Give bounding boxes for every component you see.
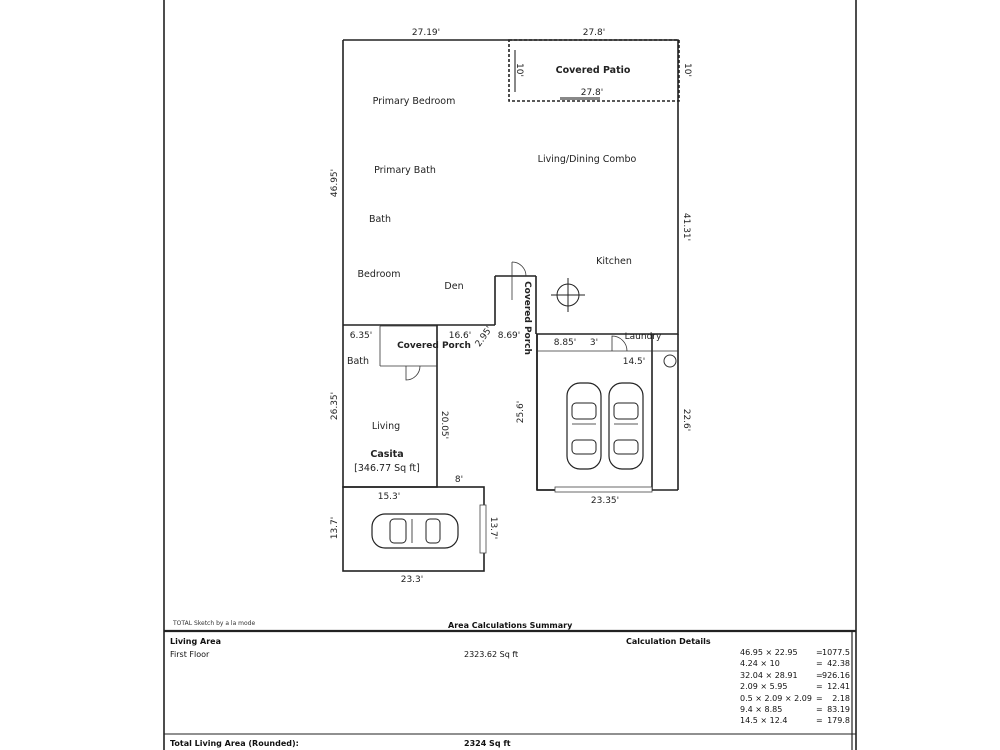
room-living: Living — [371, 421, 401, 432]
dim-garage-bottom: 23.35' — [590, 496, 620, 506]
room-laundry: Laundry — [624, 332, 662, 342]
room-primary-bath: Primary Bath — [374, 165, 436, 176]
dim-casita-garage-left: 13.7' — [330, 516, 340, 540]
dim-patio-bottom: 27.8' — [580, 88, 604, 98]
equals-sign: = — [816, 659, 823, 669]
dim-laundry-small: 3' — [589, 338, 599, 348]
living-area-label: Living Area — [170, 637, 221, 646]
calculation-expression: 46.95 × 22.95 — [740, 648, 798, 657]
room-bath: Bath — [368, 214, 392, 225]
dim-casita-garage-right: 13.7' — [488, 516, 498, 540]
room-covered-porch-vertical: Covered Porch — [522, 281, 532, 355]
water-heater-icon — [664, 355, 676, 367]
dim-garage-right: 22.6' — [681, 408, 691, 432]
room-kitchen: Kitchen — [596, 256, 632, 267]
dim-top-left: 27.19' — [411, 28, 441, 38]
dim-casita-step: 8' — [454, 475, 464, 485]
casita-garage-door — [480, 505, 486, 553]
dim-main-right: 41.31' — [681, 212, 691, 242]
calculation-value: 12.41 — [827, 682, 850, 692]
calculation-value: 42.38 — [827, 659, 850, 669]
room-primary-bedroom: Primary Bedroom — [372, 96, 456, 107]
car-icon — [609, 383, 643, 469]
dim-casita-garage-bottom: 23.3' — [400, 575, 424, 585]
room-den: Den — [444, 281, 464, 292]
equals-sign: = — [816, 682, 823, 692]
room-covered-patio: Covered Patio — [555, 65, 631, 76]
calculation-expression: 14.5 × 12.4 — [740, 716, 788, 726]
dim-laundry-right: 14.5' — [622, 357, 646, 367]
room-bedroom: Bedroom — [357, 269, 401, 280]
dim-garage-left: 25.6' — [516, 400, 526, 424]
calculation-expression: 4.24 × 10 — [740, 659, 780, 669]
dim-casita-top: 6.35' — [349, 331, 373, 341]
first-floor-label: First Floor — [170, 650, 210, 659]
dim-top-right: 27.8' — [582, 28, 606, 38]
room-casita-area: [346.77 Sq ft] — [354, 463, 420, 474]
dim-casita-left: 26.35' — [330, 391, 340, 421]
total-living-area-value: 2324 Sq ft — [464, 739, 511, 748]
equals-sign: = — [816, 693, 823, 703]
dim-porch-depth: 8.69' — [497, 331, 521, 341]
dim-main-left: 46.95' — [330, 168, 340, 198]
calculation-expression: 0.5 × 2.09 × 2.09 — [740, 693, 812, 703]
car-icon — [567, 383, 601, 469]
casita-porch-door — [406, 366, 420, 380]
dim-patio-right: 10' — [682, 63, 692, 77]
dim-casita-garage-top: 15.3' — [377, 492, 401, 502]
dim-porch-diag: 2.95' — [473, 324, 495, 349]
calculation-value: 83.19 — [827, 705, 850, 714]
dim-laundry-left: 8.85' — [553, 338, 577, 348]
room-covered-porch-casita: Covered Porch — [397, 341, 471, 351]
room-casita: Casita — [370, 449, 404, 460]
equals-sign: = — [816, 716, 823, 726]
first-floor-value: 2323.62 Sq ft — [464, 650, 519, 659]
room-living-dining: Living/Dining Combo — [537, 154, 637, 165]
dining-table-icon — [551, 278, 585, 312]
summary-title: Area Calculations Summary — [448, 621, 573, 630]
calculation-expression: 32.04 × 28.91 — [740, 670, 798, 680]
room-casita-bath: Bath — [346, 356, 370, 367]
calculation-value: 179.8 — [827, 716, 850, 726]
dim-patio-left: 10' — [514, 63, 524, 77]
sketch-credit: TOTAL Sketch by a la mode — [173, 620, 256, 627]
dim-casita-inner: 20.05' — [439, 410, 449, 440]
equals-sign: = — [816, 705, 823, 714]
equals-sign: = — [816, 670, 823, 680]
calculation-value: 2.18 — [832, 693, 850, 703]
dim-porch-width: 16.6' — [448, 331, 472, 341]
calc-details-label: Calculation Details — [626, 637, 711, 646]
equals-sign: = — [816, 648, 823, 657]
calculation-expression: 2.09 × 5.95 — [740, 682, 788, 692]
calculation-value: 926.16 — [822, 670, 850, 680]
calculation-value: 1077.5 — [822, 648, 850, 657]
calculation-expression: 9.4 × 8.85 — [740, 705, 783, 714]
total-living-area-label: Total Living Area (Rounded): — [170, 739, 299, 748]
garage-door — [555, 487, 652, 492]
car-icon — [372, 514, 458, 548]
porch-door-swing — [512, 262, 526, 276]
